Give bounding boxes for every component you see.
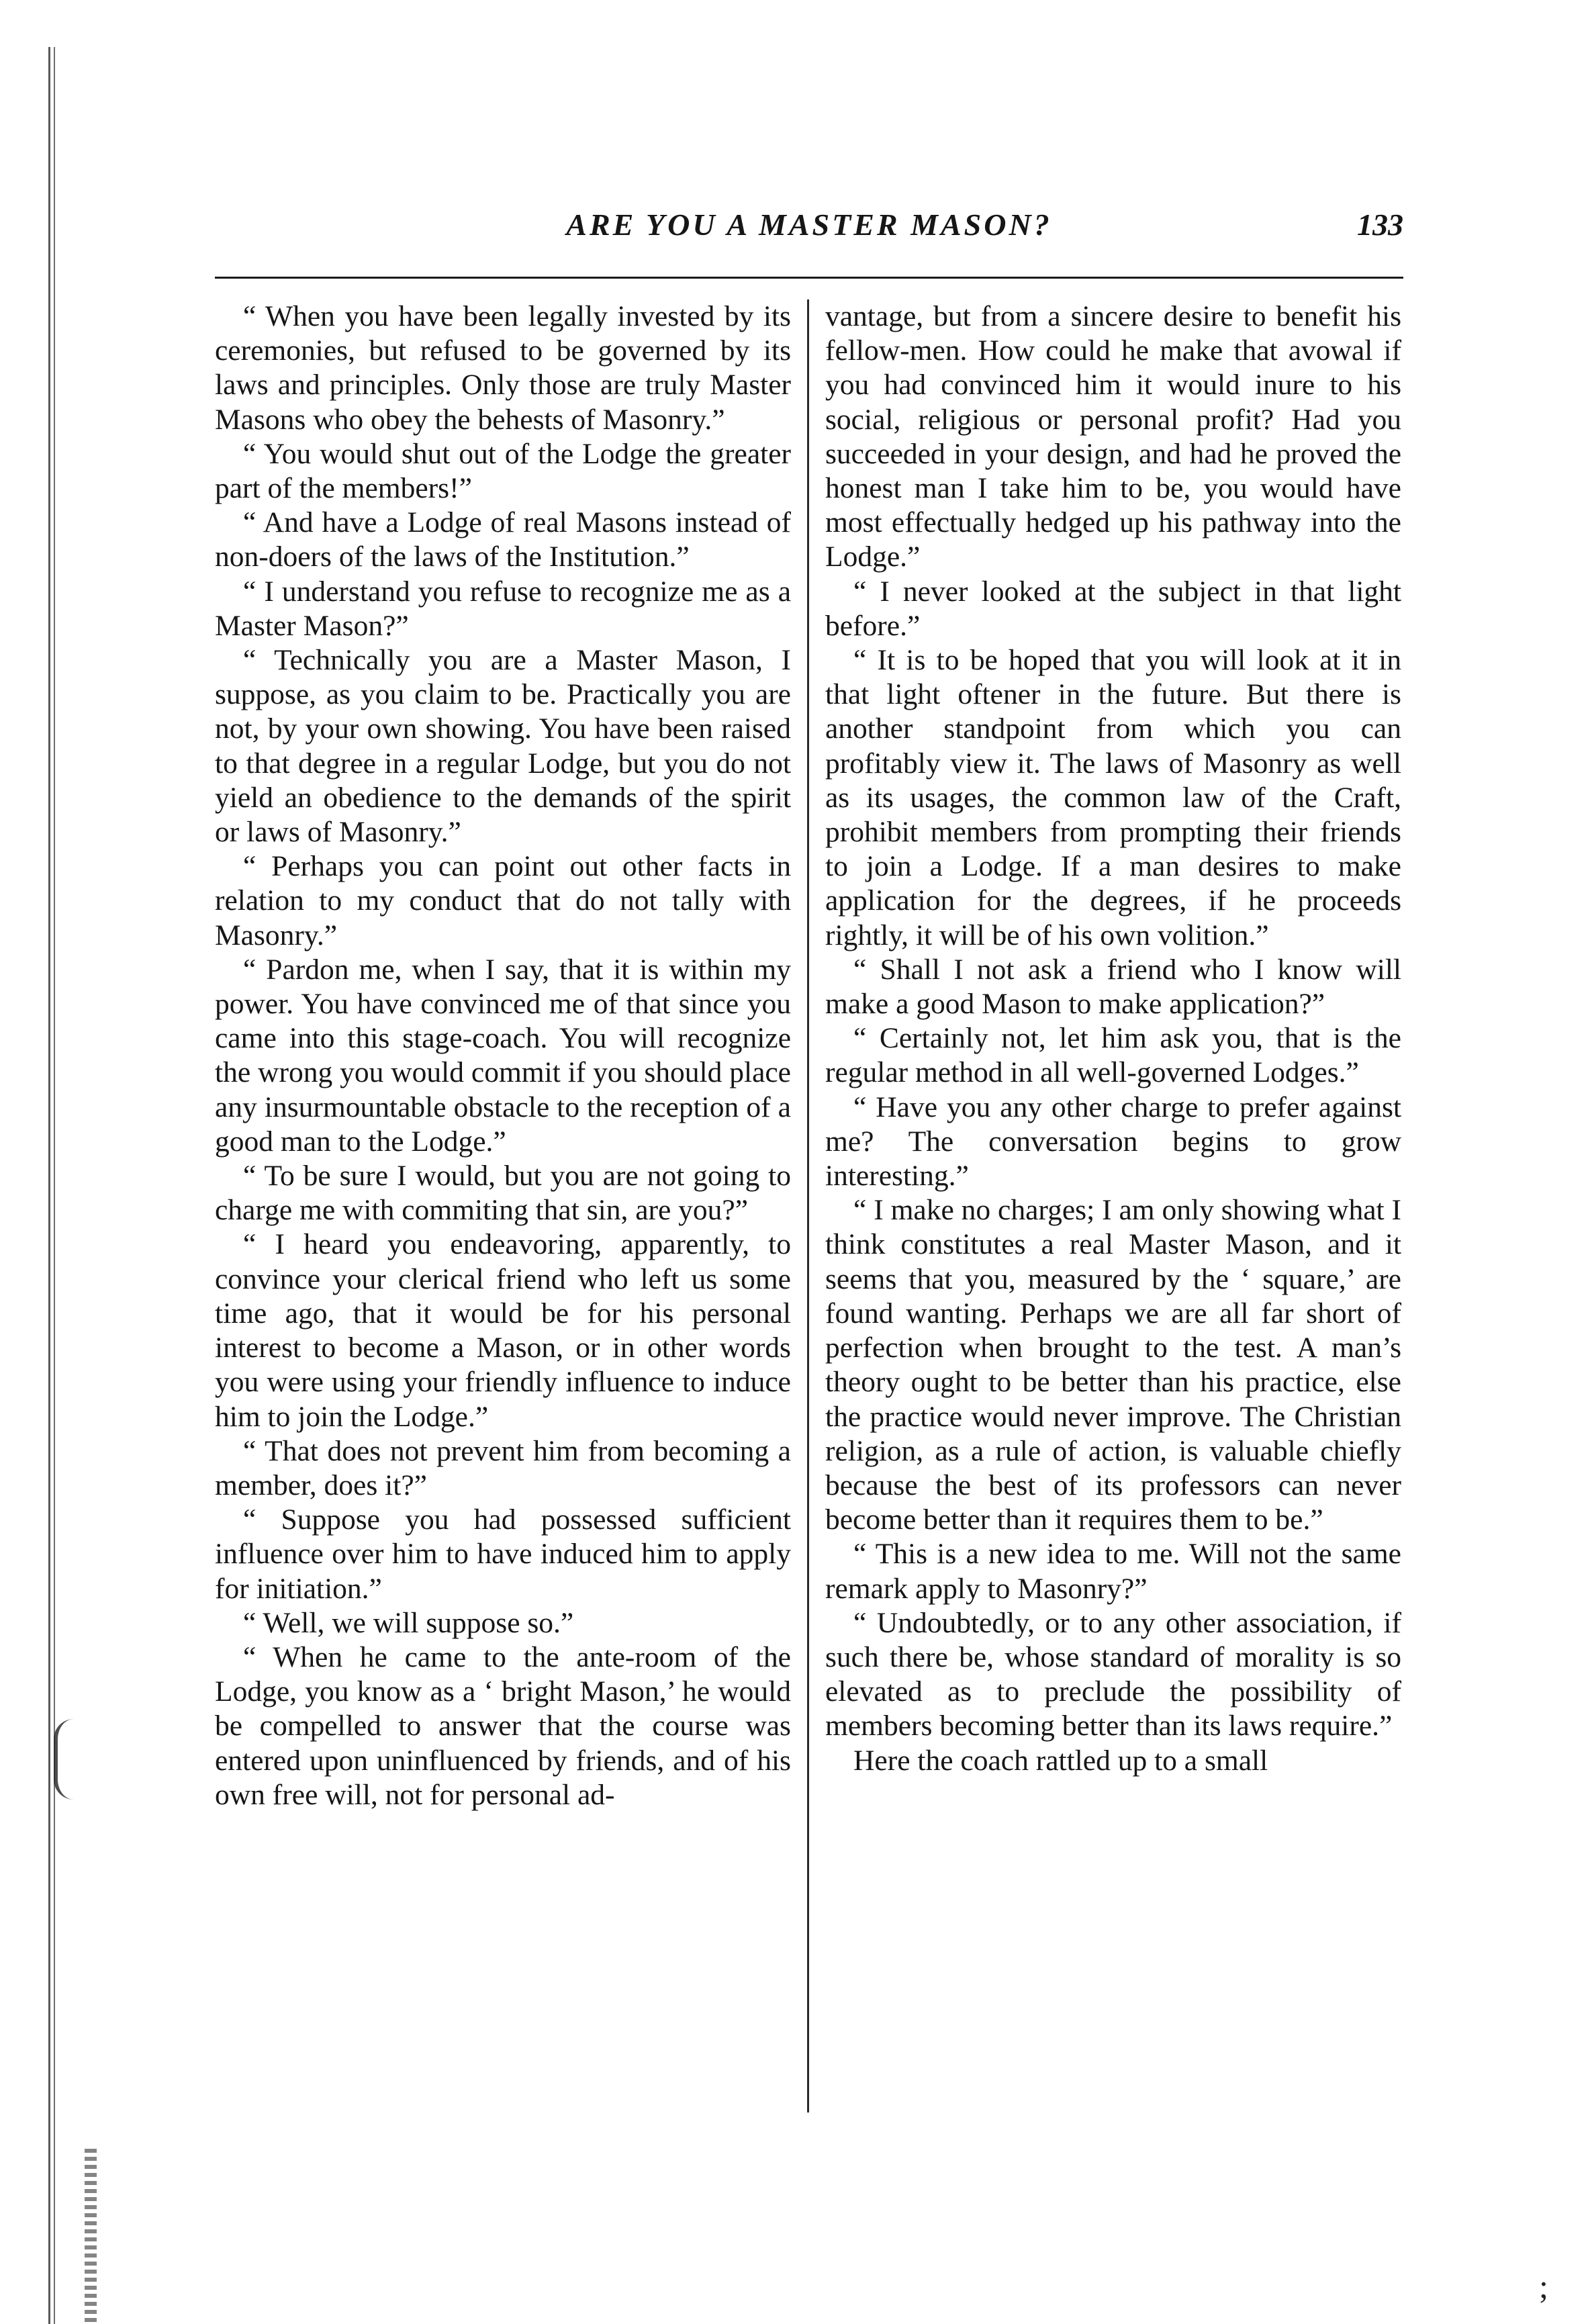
margin-mark: ; xyxy=(1539,2268,1548,2305)
paragraph: “ I make no charges; I am only showing what I think constitutes a real Master Mason, and it seems that you, measured by the ‘ square,’ are found wanting. Perhaps we are all far short of perfection when brought to the test. A man’s theory ought to be better than his practice, else the practice would never improve. The Christian religion, as a rule of action, is valuable chiefly because the best of its professors can never become better than it requires them to be.” xyxy=(825,1194,1401,1536)
paragraph: “ I understand you refuse to recognize me as a Master Mason?” xyxy=(215,575,791,642)
column-rule xyxy=(807,299,809,2112)
running-title: ARE YOU A MASTER MASON? xyxy=(566,207,1052,242)
paragraph: “ Well, we will suppose so.” xyxy=(243,1606,574,1639)
paragraph: “ When you have been legally invested by its ceremonies, but refused to be governed by its laws and principles. Only those are truly Master Masons who obey the behests of Masonry.” xyxy=(215,300,791,436)
paragraph: Here the coach rattled up to a small xyxy=(853,1744,1268,1777)
paragraph: “ You would shut out of the Lodge the greater part of the members!” xyxy=(215,437,791,505)
page-number: 133 xyxy=(1357,207,1403,242)
running-head xyxy=(215,201,1403,279)
paragraph: “ Shall I not ask a friend who I know will make a good Mason to make application?” xyxy=(825,953,1401,1021)
paragraph: “ Perhaps you can point out other facts in relation to my conduct that do not tally with Masonry.” xyxy=(215,850,791,951)
paragraph: “ That does not prevent him from becoming a member, does it?” xyxy=(215,1434,791,1501)
paragraph: “ I heard you endeavoring, apparently, to convince your clerical friend who left us some time ago, that it would be for his personal interest to become a Mason, or in other words you were using your friendly influence to induce him to join the Lodge.” xyxy=(215,1228,791,1433)
paragraph: “ Suppose you had possessed sufficient influence over him to have induced him to apply for initiation.” xyxy=(215,1503,791,1605)
right-column xyxy=(825,299,1401,2112)
paragraph: “ Technically you are a Master Mason, I suppose, as you claim to be. Practically you are not, by your own showing. You have been raised to that degree in a regular Lodge, but you do not yield an obedience to the demands of the spirit or laws of Masonry.” xyxy=(215,644,791,849)
book-page xyxy=(215,201,1403,2296)
paragraph: “ To be sure I would, but you are not going to charge me with commiting that sin, are you?” xyxy=(215,1160,791,1227)
left-column xyxy=(215,299,791,2112)
paragraph: “ Certainly not, let him ask you, that is the regular method in all well-governed Lodges.” xyxy=(825,1022,1401,1089)
binding-foot-mark xyxy=(85,2149,97,2324)
paragraph: “ It is to be hoped that you will look at it in that light oftener in the future. But there is another standpoint from which you can profitably view it. The laws of Masonry as well as its usages, the common law of the Craft, prohibit members from prompting their friends to join a Lodge. If a man desires to make application for the degrees, if he proceeds rightly, it will be of his own volition.” xyxy=(825,644,1401,951)
paragraph: “ Have you any other charge to prefer against me? The conversation begins to grow interesting.” xyxy=(825,1090,1401,1193)
paragraph: “ This is a new idea to me. Will not the same remark apply to Masonry?” xyxy=(825,1538,1401,1605)
text-columns xyxy=(215,299,1403,2112)
paragraph: “ When he came to the ante-room of the Lodge, you know as a ‘ bright Mason,’ he would be compelled to answer that the course was entered upon uninfluenced by friends, and of his own free will, not for personal ad- xyxy=(215,1640,791,1811)
paragraph: “ Pardon me, when I say, that it is within my power. You have convinced me of that since you came into this stage-coach. You will recognize the wrong you would commit if you should place any insurmountable obstacle to the reception of a good man to the Lodge.” xyxy=(215,953,791,1158)
paragraph: “ And have a Lodge of real Masons instead of non-doers of the laws of the Institution.” xyxy=(215,506,791,573)
binding-mark xyxy=(54,1719,85,1800)
paragraph-continued: vantage, but from a sincere desire to benefit his fellow-men. How could he make that avowal if you had convinced him it would inure to his social, religious or personal profit? Had you succeeded in your design, and had he proved the honest man I take him to be, you would have most effectually hedged up his pathway into the Lodge.” xyxy=(825,300,1401,573)
paragraph: “ Undoubtedly, or to any other association, if such there be, whose standard of morality is so elevated as to preclude the possibility of members becoming better than its laws require.” xyxy=(825,1606,1401,1742)
binding-edge xyxy=(48,47,58,2324)
paragraph: “ I never looked at the subject in that light before.” xyxy=(825,575,1401,642)
